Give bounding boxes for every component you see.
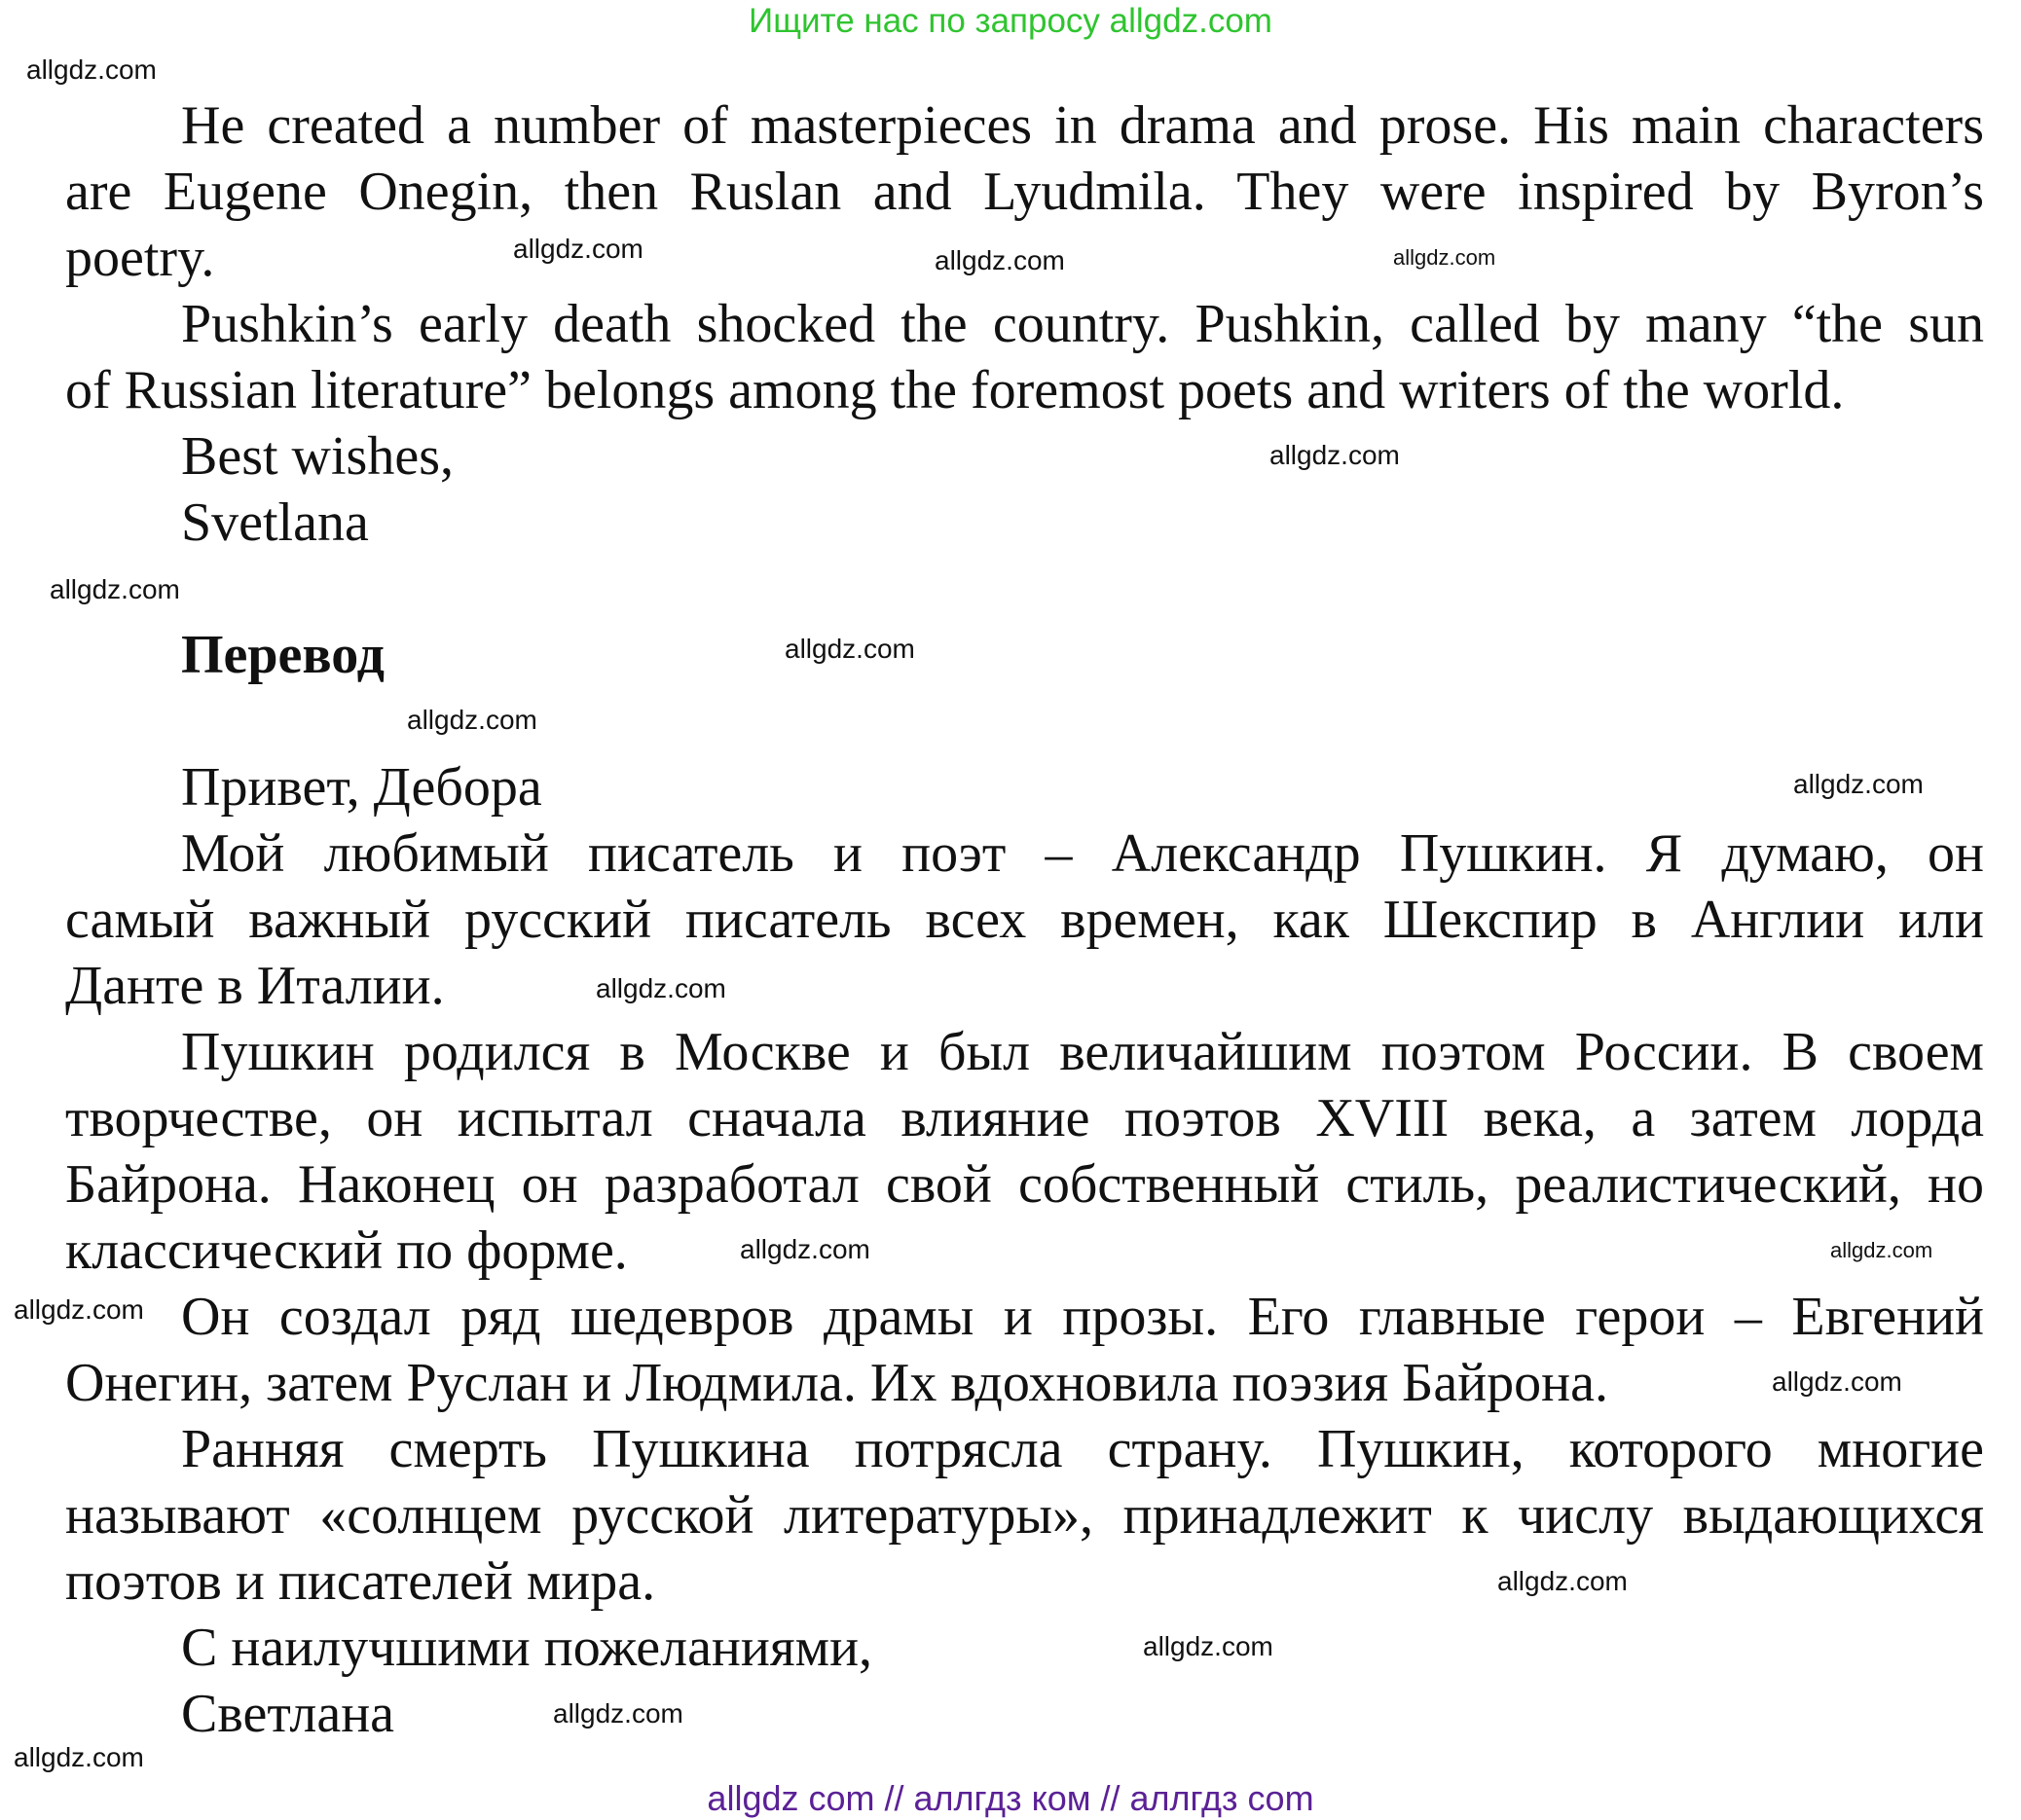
watermark: allgdz.com bbox=[14, 1742, 144, 1772]
line-text: of Russian literature” belongs among the foremost poets and writers of the world. bbox=[65, 360, 1845, 420]
blank-line bbox=[65, 688, 1984, 754]
line-text: Best wishes, bbox=[181, 426, 454, 487]
line-text: Пушкин родился в Москве и был величайшим поэтом России. В своем bbox=[181, 1022, 1984, 1082]
line-text: называют «солнцем русской литературы», принадлежит к числу выдающихся bbox=[65, 1485, 1984, 1546]
text-line bbox=[65, 1681, 1984, 1747]
line-text: Pushkin’s early death shocked the country. Pushkin, called by many “the sun bbox=[181, 294, 1984, 354]
line-text: поэтов и писателей мира. bbox=[65, 1551, 656, 1612]
watermark: allgdz.com bbox=[513, 234, 643, 264]
watermark: allgdz.com bbox=[407, 705, 537, 735]
text-line bbox=[65, 357, 1984, 423]
footer-banner: allgdz com // аллгдз ком // аллгдз com bbox=[707, 1778, 1314, 1818]
text-line bbox=[65, 1350, 1984, 1416]
line-text: Онегин, затем Руслан и Людмила. Их вдохновила поэзия Байрона. bbox=[65, 1353, 1608, 1413]
text-line bbox=[65, 953, 1984, 1019]
text-line bbox=[65, 159, 1984, 225]
watermark: allgdz.com bbox=[553, 1698, 683, 1729]
watermark: allgdz.com bbox=[50, 574, 180, 604]
line-text: классический по форме. bbox=[65, 1220, 628, 1281]
line-text: Привет, Дебора bbox=[181, 757, 542, 818]
line-text: творчестве, он испытал сначала влияние поэтов XVIII века, а затем лорда bbox=[65, 1088, 1984, 1148]
line-text: С наилучшими пожеланиями, bbox=[181, 1618, 873, 1678]
text-line bbox=[65, 1085, 1984, 1151]
line-text: He created a number of masterpieces in drama and prose. His main characters bbox=[181, 95, 1984, 156]
line-text: Ранняя смерть Пушкина потрясла страну. Пушкин, которого многие bbox=[181, 1419, 1984, 1479]
text-line bbox=[65, 1284, 1984, 1350]
line-text: Светлана bbox=[181, 1684, 395, 1744]
text-line bbox=[65, 820, 1984, 887]
text-line bbox=[65, 754, 1984, 820]
document-body bbox=[65, 92, 1984, 1747]
text-line bbox=[65, 1019, 1984, 1085]
header-banner: Ищите нас по запросу allgdz.com bbox=[749, 2, 1272, 40]
watermark: allgdz.com bbox=[935, 245, 1065, 275]
text-line bbox=[65, 490, 1984, 556]
watermark: allgdz.com bbox=[14, 1294, 144, 1325]
watermark: allgdz.com bbox=[1830, 1238, 1933, 1262]
watermark: allgdz.com bbox=[26, 55, 157, 85]
line-text: Мой любимый писатель и поэт – Александр Пушкин. Я думаю, он bbox=[181, 823, 1984, 884]
text-line bbox=[65, 291, 1984, 357]
watermark: allgdz.com bbox=[1393, 245, 1496, 270]
watermark: allgdz.com bbox=[1497, 1566, 1628, 1596]
line-text: самый важный русский писатель всех времен, как Шекспир в Англии или bbox=[65, 890, 1984, 950]
watermark: allgdz.com bbox=[1793, 769, 1924, 799]
blank-line bbox=[65, 556, 1984, 622]
line-text: Он создал ряд шедевров драмы и прозы. Его главные герои – Евгений bbox=[181, 1287, 1984, 1347]
line-text: poetry. bbox=[65, 228, 215, 288]
watermark: allgdz.com bbox=[1143, 1631, 1273, 1661]
text-line bbox=[65, 1416, 1984, 1482]
text-line bbox=[65, 1482, 1984, 1548]
text-line bbox=[65, 1218, 1984, 1284]
text-line bbox=[65, 1151, 1984, 1218]
watermark: allgdz.com bbox=[1772, 1366, 1902, 1397]
text-line bbox=[65, 423, 1984, 490]
watermark: allgdz.com bbox=[740, 1234, 870, 1264]
line-text: Данте в Италии. bbox=[65, 956, 445, 1016]
line-text: are Eugene Onegin, then Ruslan and Lyudmila. They were inspired by Byron’s bbox=[65, 162, 1984, 222]
line-text: Байрона. Наконец он разработал свой собственный стиль, реалистический, но bbox=[65, 1154, 1984, 1215]
watermark: allgdz.com bbox=[596, 973, 726, 1003]
line-text: Перевод bbox=[181, 625, 385, 685]
watermark: allgdz.com bbox=[785, 634, 915, 664]
text-line bbox=[65, 1615, 1984, 1681]
text-line bbox=[65, 92, 1984, 159]
text-line bbox=[65, 1548, 1984, 1615]
section-heading bbox=[65, 622, 1984, 688]
line-text: Svetlana bbox=[181, 492, 369, 553]
text-line bbox=[65, 887, 1984, 953]
watermark: allgdz.com bbox=[1269, 440, 1400, 470]
